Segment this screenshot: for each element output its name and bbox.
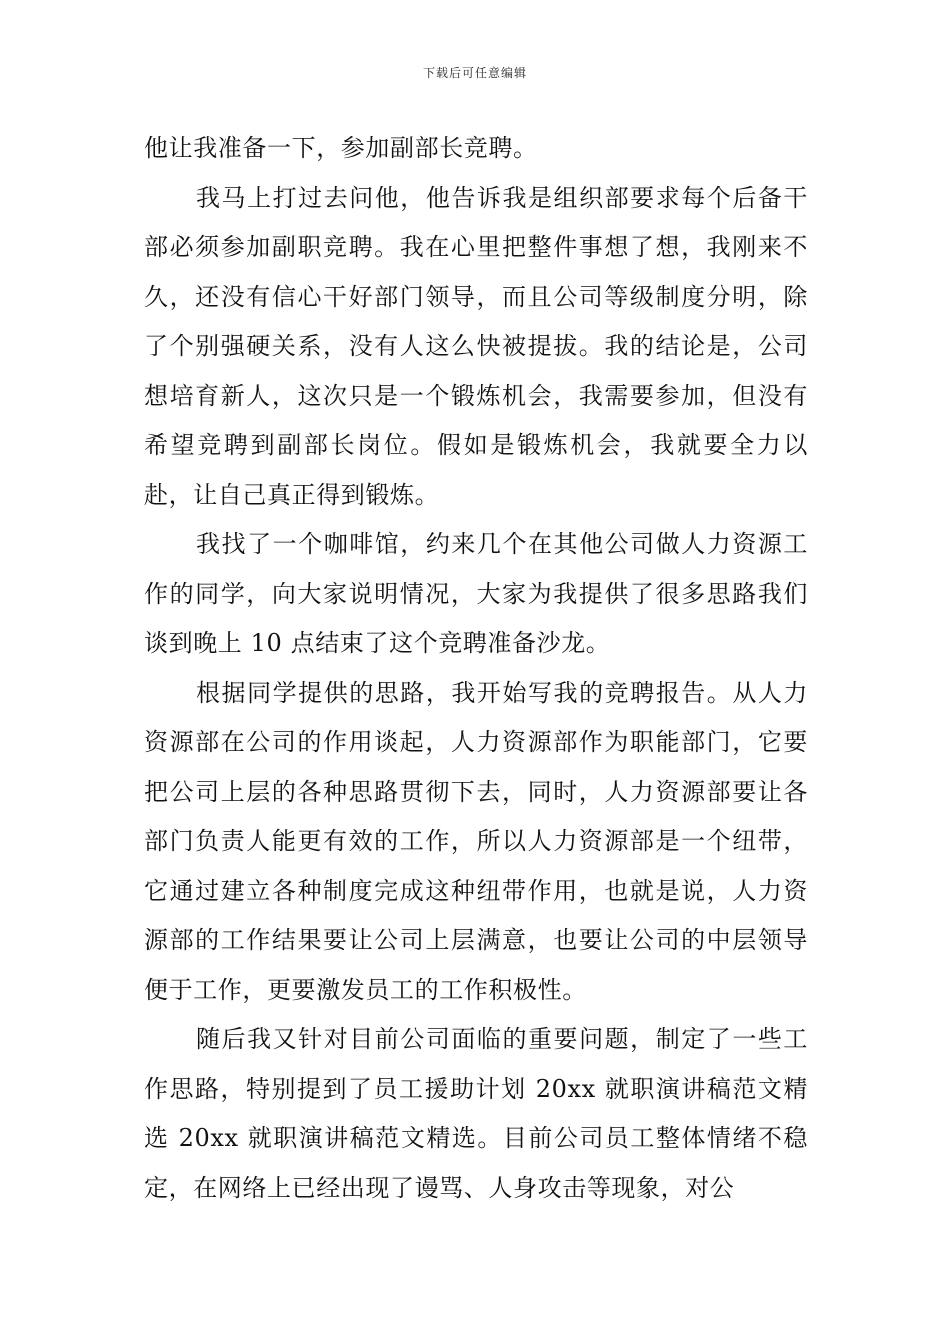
document-body [144,124,808,1213]
header-note: 下载后可任意编辑 [422,66,527,80]
paragraph-1: 他让我准备一下，参加副部长竞聘。 [144,134,538,162]
paragraph-4: 根据同学提供的思路，我开始写我的竞聘报告。从人力资源部在公司的作用谈起，人力资源部作为职能部门，它要把公司上层的各种思路贯彻下去，同时，人力资源部要让各部门负责人能更有效的工作，所以人力资源部是一个纽带，它通过建立各种制度完成这种纽带作用，也就是说，人力资源部的工作结果要让公司上层满意，也要让公司的中层领导便于工作，更要激发员工的工作积极性。 [144,678,808,1004]
paragraph-2: 我马上打过去问他，他告诉我是组织部要求每个后备干部必须参加副职竞聘。我在心里把整件事想了想，我刚来不久，还没有信心干好部门领导，而且公司等级制度分明，除了个别强硬关系，没有人这么快被提拔。我的结论是，公司想培育新人，这次只是一个锻炼机会，我需要参加，但没有希望竞聘到副部长岗位。假如是锻炼机会，我就要全力以赴，让自己真正得到锻炼。 [144,183,808,509]
paragraph-3: 我找了一个咖啡馆，约来几个在其他公司做人力资源工作的同学，向大家说明情况，大家为我提供了很多思路我们谈到晚上 10 点结束了这个竞聘准备沙龙。 [144,530,808,657]
paragraph-5: 随后我又针对目前公司面临的重要问题，制定了一些工作思路，特别提到了员工援助计划 20xx 就职演讲稿范文精选 20xx 就职演讲稿范文精选。目前公司员工整体情绪不稳定，在网络上已经出现了谩骂、人身攻击等现象，对公 [144,1025,808,1202]
